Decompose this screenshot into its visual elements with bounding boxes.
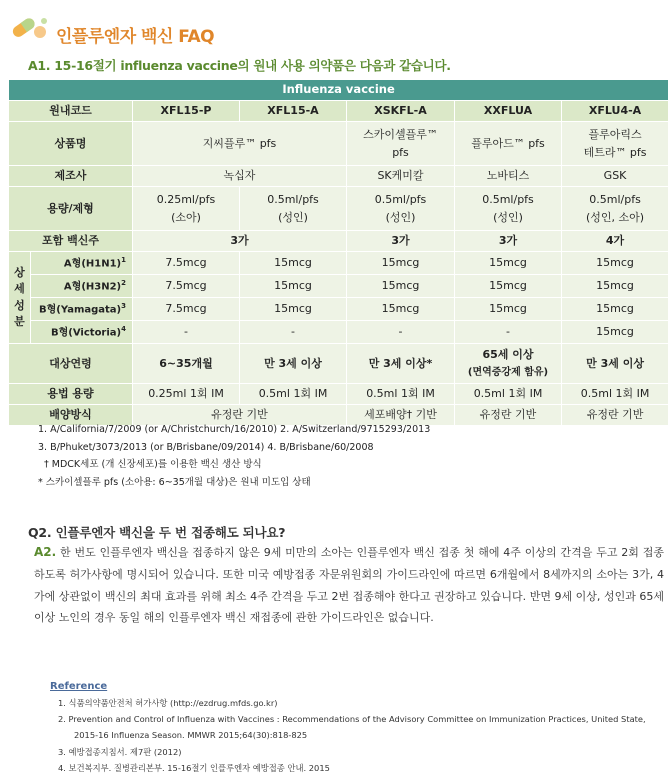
strain-cell: 4가 [562, 231, 669, 252]
maker-cell: SK케미칼 [347, 166, 455, 187]
amount-cell: 15mcg [240, 298, 347, 321]
amount-cell: 15mcg [562, 275, 669, 298]
product-label: 상품명 [9, 122, 133, 166]
amount-cell: 15mcg [347, 275, 455, 298]
age-cell: 6~35개월 [133, 344, 240, 384]
answer-2 [34, 541, 664, 629]
answer-2-text: 한 번도 인플루엔자 백신을 접종하지 않은 9세 미만의 소아는 인플루엔자 백신 접종 첫 해에 4주 이상의 간격을 두고 2회 접종하도록 허가사항에 명시되어 있습니다. 또한 미국 예방접종 자문위원회의 가이드라인에 따르면 6개월에서 8세까지의 소아는 3가, 4가에 상관없이 백신의 최대 효과를 위해 최소 4주 간격을 두고 2번 접종해야 한다고 권장하고 있습니다. 반면 9세 이상, 성인과 65세 이상 노인의 경우 동일 해의 인플루엔자 백신 재접종에 관한 가이드라인은 없습니다. [34, 546, 664, 625]
usage-cell: 0.25ml 1회 IM [133, 384, 240, 405]
amount-cell: 15mcg [240, 252, 347, 275]
footnote: † MDCK세포 (개 신장세포)를 이용한 백신 생산 방식 [44, 459, 262, 471]
question-2: Q2. 인플루엔자 백신을 두 번 접종해도 되나요? [28, 525, 286, 540]
reference-item: 1. 식품의약품안전처 허가사항 (http://ezdrug.mfds.go.kr) [58, 698, 278, 708]
age-cell: 65세 이상 (면역증강제 함유) [455, 344, 562, 384]
culture-label: 배양방식 [9, 405, 133, 426]
answer-1-heading: A1. 15-16절기 influenza vaccine의 원내 사용 의약품은 다음과 같습니다. [28, 58, 451, 73]
strain-row-label: A형$(H1N1)^1$ [31, 252, 133, 275]
maker-cell: GSK [562, 166, 669, 187]
age-cell: 만 3세 이상 [562, 344, 669, 384]
culture-cell: 유정란 기반 [562, 405, 669, 426]
reference-list [58, 695, 668, 776]
amount-cell: 15mcg [562, 321, 669, 344]
code-label: 원내코드 [9, 101, 133, 122]
age-cell: 만 3세 이상 [240, 344, 347, 384]
dose-cell: 0.5ml/pfs (성인) [347, 187, 455, 231]
pill-capsule-icon [10, 12, 50, 42]
usage-label: 용법 용량 [9, 384, 133, 405]
amount-cell: 15mcg [562, 252, 669, 275]
reference-item: 3. 예방접종지침서. 제7판 (2012) [58, 746, 182, 757]
vaccine-table [8, 79, 669, 426]
strain-cell: 3가 [133, 231, 347, 252]
amount-cell: 15mcg [455, 298, 562, 321]
page-title: 인플루엔자 백신 FAQ [56, 27, 215, 47]
answer-2-label: A2. [34, 545, 57, 559]
strain-row-label: A형$(H3N2)^2$ [31, 275, 133, 298]
amount-cell: 15mcg [347, 252, 455, 275]
amount-cell: 15mcg [347, 298, 455, 321]
usage-cell: 0.5ml 1회 IM [347, 384, 455, 405]
detail-side-label: 상 세 성 분 [9, 252, 31, 344]
strain-label: 포함 백신주 [9, 231, 133, 252]
dose-cell: 0.25ml/pfs (소아) [133, 187, 240, 231]
amount-cell: - [455, 321, 562, 344]
usage-cell: 0.5ml 1회 IM [562, 384, 669, 405]
code-cell: XSKFL-A [347, 101, 455, 122]
product-cell: 스카이셀플루™ pfs [347, 122, 455, 166]
page-header [10, 8, 650, 48]
amount-cell: 7.5mcg [133, 252, 240, 275]
dose-cell: 0.5ml/pfs (성인) [455, 187, 562, 231]
culture-cell: 유정란 기반 [133, 405, 347, 426]
table-footnotes [38, 421, 430, 491]
usage-cell: 0.5ml 1회 IM [455, 384, 562, 405]
amount-cell: - [347, 321, 455, 344]
amount-cell: 7.5mcg [133, 298, 240, 321]
code-cell: XXFLUA [455, 101, 562, 122]
dose-label: 용량/제형 [9, 187, 133, 231]
age-cell: 만 3세 이상* [347, 344, 455, 384]
product-cell: 플루아드™ pfs [455, 122, 562, 166]
footnote: 3. B/Phuket/3073/2013 (or B/Brisbane/09/2014) 4. B/Brisbane/60/2008 [38, 441, 374, 453]
strain-row-label: B형(Victoria)$^4$ [31, 321, 133, 344]
code-cell: XFLU4-A [562, 101, 669, 122]
table-caption: Influenza vaccine [9, 80, 669, 101]
amount-cell: - [240, 321, 347, 344]
reference-title: Reference [50, 681, 108, 692]
age-label: 대상연령 [9, 344, 133, 384]
amount-cell: - [133, 321, 240, 344]
product-cell: 지씨플루™ pfs [133, 122, 347, 166]
code-cell: XFL15-A [240, 101, 347, 122]
culture-cell: 유정란 기반 [455, 405, 562, 426]
maker-cell: 녹십자 [133, 166, 347, 187]
product-cell: 플루아릭스 테트라™ pfs [562, 122, 669, 166]
amount-cell: 15mcg [455, 252, 562, 275]
dose-cell: 0.5ml/pfs (성인, 소아) [562, 187, 669, 231]
dose-cell: 0.5ml/pfs (성인) [240, 187, 347, 231]
strain-cell: 3가 [455, 231, 562, 252]
maker-cell: 노바티스 [455, 166, 562, 187]
reference-item: 2. Prevention and Control of Influenza with Vaccines : Recommendations of the Advisory Committee on Immunization Practices, United State, [58, 714, 646, 725]
culture-cell: 세포배양† 기반 [347, 405, 455, 426]
maker-label: 제조사 [9, 166, 133, 187]
usage-cell: 0.5ml 1회 IM [240, 384, 347, 405]
footnote: * 스카이셀플루 pfs (소아용: 6~35개월 대상)은 원내 미도입 상태 [38, 476, 311, 488]
footnote: 1. A/California/7/2009 (or A/Christchurch/16/2010) 2. A/Switzerland/9715293/2013 [38, 424, 431, 435]
reference-item-continued: 2015-16 Influenza Season. MMWR 2015;64(30):818-825 [74, 730, 308, 741]
amount-cell: 15mcg [240, 275, 347, 298]
reference-item: 4. 보건복지부. 질병관리본부. 15-16절기 인플루엔자 예방접종 안내. 2015 [58, 762, 330, 773]
strain-cell: 3가 [347, 231, 455, 252]
code-cell: XFL15-P [133, 101, 240, 122]
amount-cell: 15mcg [455, 275, 562, 298]
amount-cell: 7.5mcg [133, 275, 240, 298]
strain-row-label: B형(Yamagata)$^3$ [31, 298, 133, 321]
amount-cell: 15mcg [562, 298, 669, 321]
